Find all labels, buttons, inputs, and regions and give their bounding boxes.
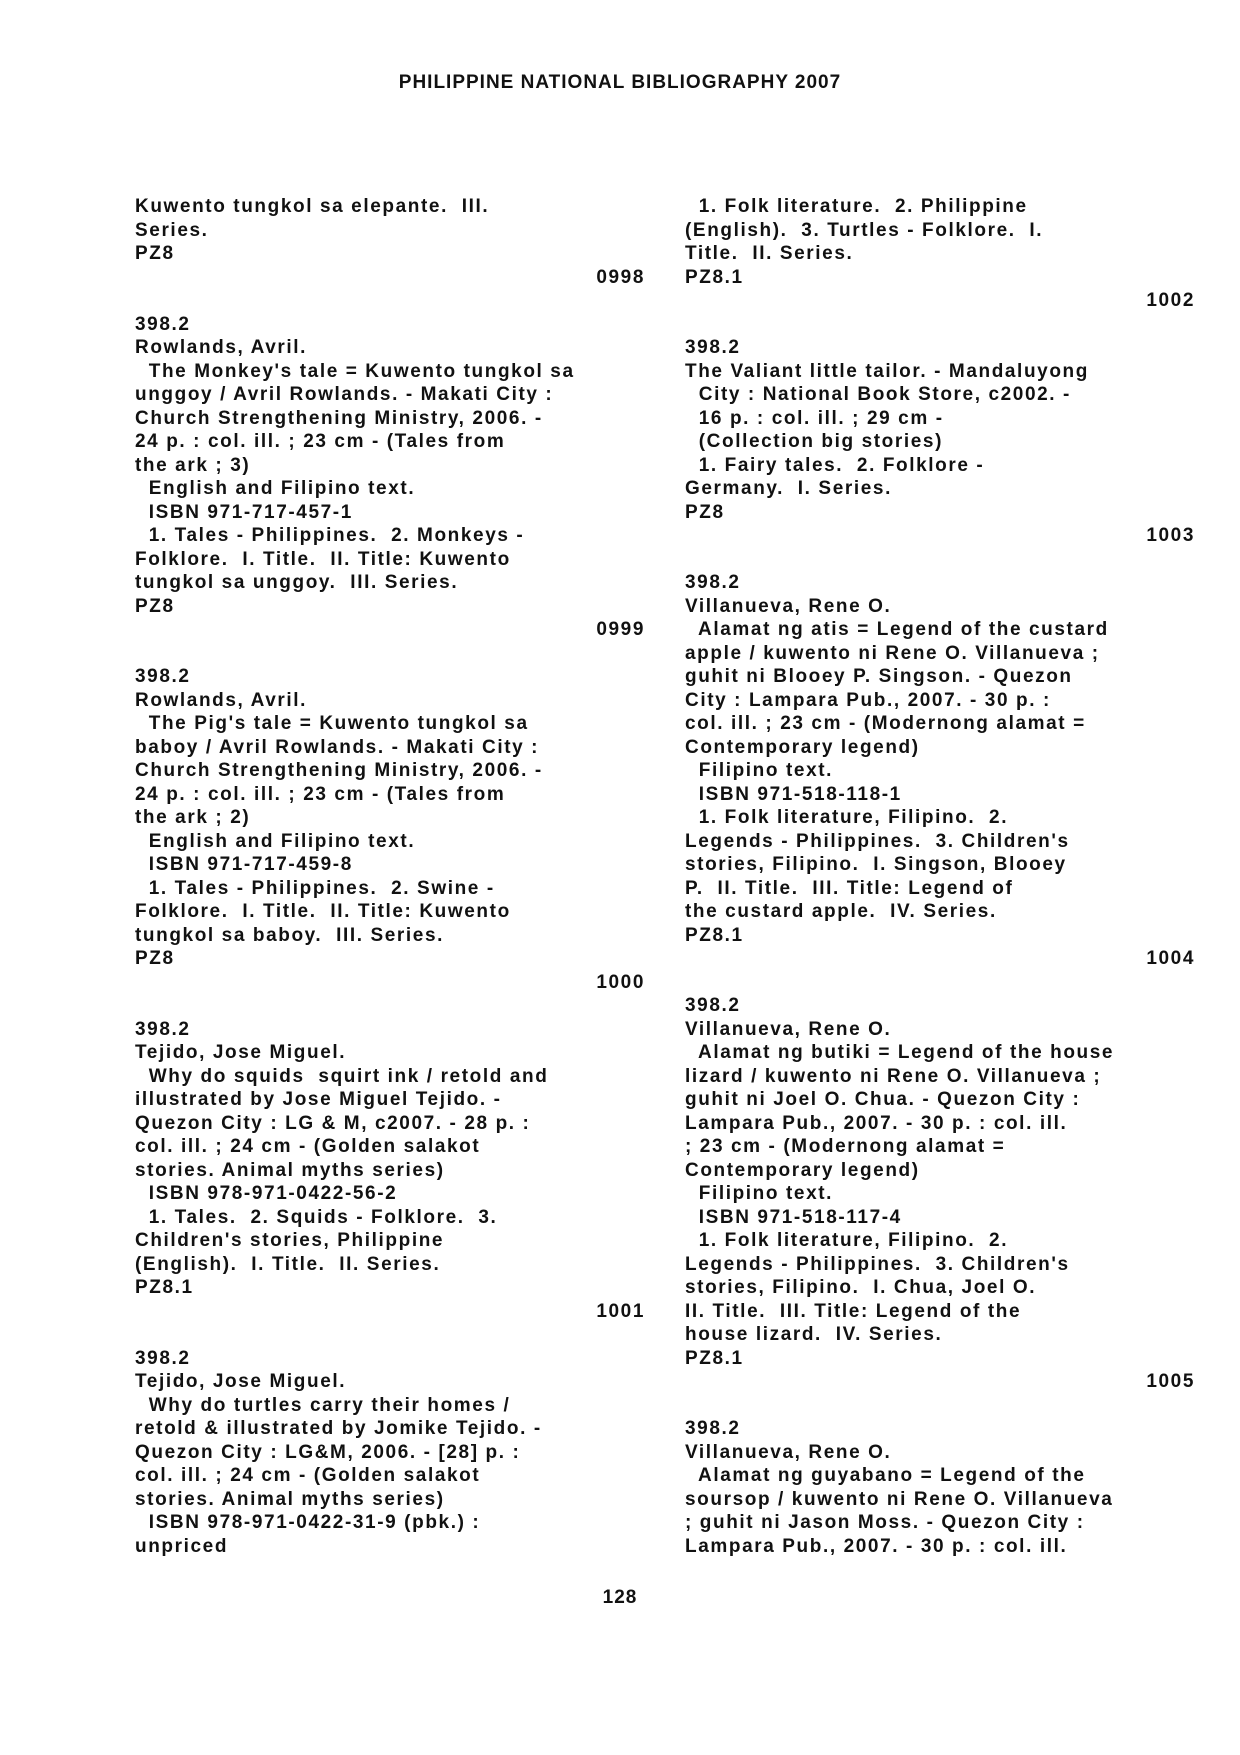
entry-line: 398.2 — [685, 1418, 741, 1439]
entry-line: stories, Filipino. I. Singson, Blooey — [685, 854, 1067, 875]
entry-line: 1. Folk literature, Filipino. 2. — [685, 807, 1009, 828]
entry-line: Filipino text. — [685, 760, 834, 781]
entry-line: 398.2 — [135, 313, 191, 335]
page-header: PHILIPPINE NATIONAL BIBLIOGRAPHY 2007 — [398, 72, 842, 93]
entry-line: PZ8 — [135, 595, 175, 617]
entry-line: II. Title. III. Title: Legend of the — [685, 1300, 1022, 1322]
entry-line: Legends - Philippines. 3. Children's — [685, 830, 1070, 852]
entry-line: illustrated by Jose Miguel Tejido. - — [135, 1089, 502, 1110]
entry-line: English and Filipino text. — [135, 830, 416, 852]
entry-line: PZ8 — [135, 948, 175, 969]
page-number: 128 — [602, 1587, 638, 1608]
entry-line: Quezon City : LG&M, 2006. - [28] p. : — [135, 1441, 521, 1463]
entry-line: guhit ni Blooey P. Singson. - Quezon — [685, 666, 1073, 687]
entry-line: Filipino text. — [685, 1183, 834, 1204]
entry-line: P. II. Title. III. Title: Legend of — [685, 877, 1014, 899]
entry-line: 398.2 — [135, 666, 191, 687]
entry-line: Series. — [135, 219, 209, 241]
entry-line: ; guhit ni Jason Moss. - Quezon City : — [685, 1512, 1085, 1533]
entry-line: Rowlands, Avril. — [135, 689, 307, 711]
entry-line: PZ8.1 — [685, 1347, 744, 1369]
entry-line: Legends - Philippines. 3. Children's — [685, 1253, 1070, 1275]
entry-separator — [685, 1394, 1195, 1418]
entry-line: PZ8 — [135, 243, 175, 264]
entry-line: tungkol sa baboy. III. Series. — [135, 924, 444, 946]
entry-line: Children's stories, Philippine — [135, 1230, 445, 1251]
entry-separator — [135, 289, 645, 313]
entry-number: 0998 — [596, 266, 645, 288]
entry-line: col. ill. ; 24 cm - (Golden salakot — [135, 1136, 481, 1157]
entry-line: retold & illustrated by Jomike Tejido. - — [135, 1418, 542, 1439]
entry-number: 1003 — [1146, 525, 1195, 546]
entry-line: Rowlands, Avril. — [135, 337, 307, 358]
entry-line: 24 p. : col. ill. ; 23 cm - (Tales from — [135, 783, 506, 805]
entry-line: Folklore. I. Title. II. Title: Kuwento — [135, 548, 511, 570]
entry-line: ISBN 971-717-459-8 — [135, 854, 353, 875]
entry-line: house lizard. IV. Series. — [685, 1324, 943, 1345]
entry-line: Alamat ng butiki = Legend of the house — [685, 1042, 1115, 1063]
entry-separator — [135, 1323, 645, 1347]
entry-line: City : Lampara Pub., 2007. - 30 p. : — [685, 689, 1051, 711]
entry-line: soursop / kuwento ni Rene O. Villanueva — [685, 1488, 1114, 1510]
entry-line: stories. Animal myths series) — [135, 1488, 445, 1510]
entry-line: tungkol sa unggoy. III. Series. — [135, 572, 459, 593]
entry-number: 1000 — [596, 971, 645, 993]
entry-separator — [135, 642, 645, 666]
entry-line: lizard / kuwento ni Rene O. Villanueva ; — [685, 1065, 1102, 1087]
entry-line: Lampara Pub., 2007. - 30 p. : col. ill. — [685, 1112, 1068, 1134]
entry-number: 1002 — [1146, 290, 1195, 311]
entry-line: 1. Tales - Philippines. 2. Swine - — [135, 877, 495, 899]
entry-line: Alamat ng atis = Legend of the custard — [685, 619, 1109, 640]
entry-separator — [685, 548, 1195, 572]
entry-line: 398.2 — [135, 1347, 191, 1369]
entry-separator — [685, 971, 1195, 995]
entry-line: baboy / Avril Rowlands. - Makati City : — [135, 736, 540, 758]
entry-line: Church Strengthening Ministry, 2006. - — [135, 760, 543, 781]
entry-line: PZ8.1 — [135, 1277, 194, 1298]
entry-line: stories, Filipino. I. Chua, Joel O. — [685, 1277, 1037, 1298]
left-column — [135, 195, 645, 1558]
entry-line: (English). I. Title. II. Series. — [135, 1253, 441, 1275]
entry-line: Contemporary legend) — [685, 1159, 920, 1181]
entry-line: the custard apple. IV. Series. — [685, 901, 997, 922]
entry-line: 1. Tales - Philippines. 2. Monkeys - — [135, 525, 525, 546]
entry-line: Church Strengthening Ministry, 2006. - — [135, 407, 543, 429]
entry-line: Folklore. I. Title. II. Title: Kuwento — [135, 901, 511, 922]
entry-line: apple / kuwento ni Rene O. Villanueva ; — [685, 642, 1100, 664]
entry-line: stories. Animal myths series) — [135, 1159, 445, 1181]
entry-line: Contemporary legend) — [685, 736, 920, 758]
entry-line: the ark ; 3) — [135, 454, 251, 476]
entry-line: Lampara Pub., 2007. - 30 p. : col. ill. — [685, 1535, 1068, 1557]
entry-line: The Valiant little tailor. - Mandaluyong — [685, 360, 1089, 382]
entry-line: 16 p. : col. ill. ; 29 cm - — [685, 407, 944, 429]
entry-number: 1004 — [1146, 948, 1195, 969]
entry-line: unggoy / Avril Rowlands. - Makati City : — [135, 384, 554, 405]
entry-line: Tejido, Jose Miguel. — [135, 1371, 347, 1392]
entry-line: 398.2 — [685, 572, 741, 593]
entry-line: ISBN 978-971-0422-56-2 — [135, 1183, 398, 1204]
entry-line: Title. II. Series. — [685, 243, 854, 264]
entry-line: City : National Book Store, c2002. - — [685, 384, 1071, 405]
entry-line: Villanueva, Rene O. — [685, 1441, 892, 1463]
entry-line: col. ill. ; 24 cm - (Golden salakot — [135, 1465, 481, 1486]
entry-line: ISBN 971-717-457-1 — [135, 501, 353, 523]
entry-line: the ark ; 2) — [135, 807, 251, 828]
entry-line: 1. Folk literature. 2. Philippine — [685, 196, 1028, 217]
entry-line: Kuwento tungkol sa elepante. III. — [135, 196, 490, 217]
entry-line: Why do turtles carry their homes / — [135, 1394, 511, 1416]
entry-line: Villanueva, Rene O. — [685, 1018, 892, 1040]
entry-line: The Monkey's tale = Kuwento tungkol sa — [135, 360, 575, 382]
entry-line: guhit ni Joel O. Chua. - Quezon City : — [685, 1089, 1081, 1110]
entry-number: 0999 — [596, 619, 645, 640]
entry-line: Villanueva, Rene O. — [685, 595, 892, 617]
entry-line: col. ill. ; 23 cm - (Modernong alamat = — [685, 713, 1086, 734]
entry-line: ; 23 cm - (Modernong alamat = — [685, 1136, 1006, 1157]
entry-separator — [135, 994, 645, 1018]
right-column — [685, 195, 1195, 1558]
entry-separator — [685, 313, 1195, 337]
entry-line: PZ8.1 — [685, 924, 744, 946]
entry-number: 1005 — [1146, 1371, 1195, 1392]
entry-line: English and Filipino text. — [135, 478, 416, 499]
entry-line: ISBN 971-518-117-4 — [685, 1206, 902, 1228]
entry-line: unpriced — [135, 1535, 229, 1557]
entry-line: Alamat ng guyabano = Legend of the — [685, 1465, 1086, 1486]
entry-line: The Pig's tale = Kuwento tungkol sa — [135, 713, 529, 734]
entry-line: 398.2 — [685, 337, 741, 358]
entry-line: (Collection big stories) — [685, 431, 944, 452]
entry-line: 24 p. : col. ill. ; 23 cm - (Tales from — [135, 431, 506, 452]
entry-line: Germany. I. Series. — [685, 478, 892, 499]
entry-line: 1. Folk literature, Filipino. 2. — [685, 1230, 1009, 1251]
entry-line: PZ8.1 — [685, 266, 744, 288]
entry-line: (English). 3. Turtles - Folklore. I. — [685, 219, 1044, 241]
entry-line: PZ8 — [685, 501, 725, 523]
entry-line: Why do squids squirt ink / retold and — [135, 1065, 549, 1087]
entry-line: 1. Fairy tales. 2. Folklore - — [685, 454, 985, 476]
entry-number: 1001 — [596, 1300, 645, 1322]
entry-line: 398.2 — [135, 1018, 191, 1040]
entry-line: Tejido, Jose Miguel. — [135, 1042, 347, 1063]
entry-line: ISBN 971-518-118-1 — [685, 783, 902, 805]
entry-line: 1. Tales. 2. Squids - Folklore. 3. — [135, 1206, 498, 1228]
entry-line: 398.2 — [685, 995, 741, 1016]
entry-line: ISBN 978-971-0422-31-9 (pbk.) : — [135, 1512, 481, 1533]
entry-line: Quezon City : LG & M, c2007. - 28 p. : — [135, 1112, 531, 1134]
